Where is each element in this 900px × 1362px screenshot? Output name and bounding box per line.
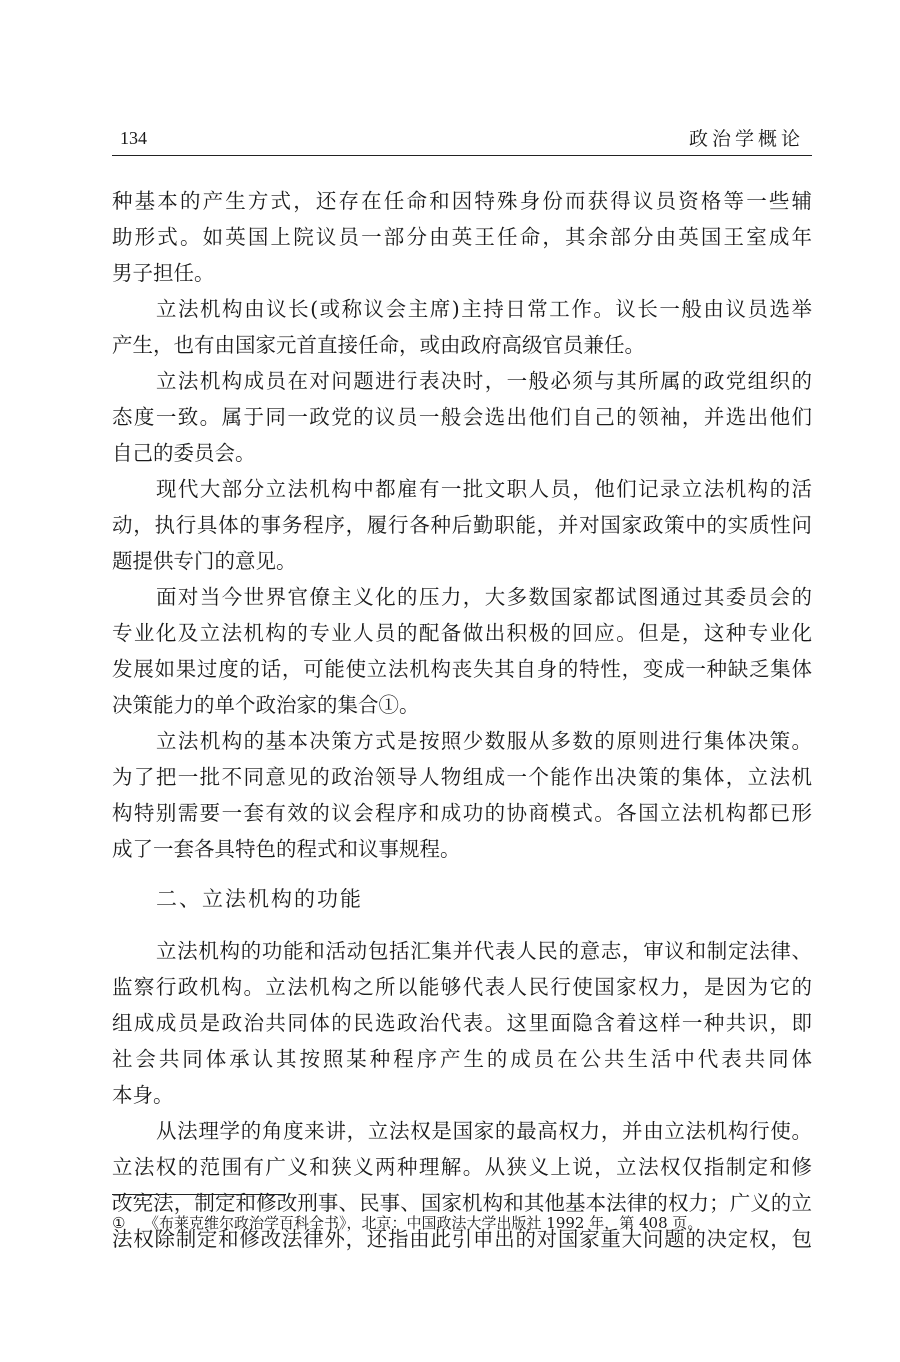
text-line: 现代大部分立法机构中都雇有一批文职人员，他们记录立法机构的活 — [156, 477, 812, 501]
footnote-text: 《布莱克维尔政治学百科全书》，北京：中国政法大学出版社 1992 年，第 408 页。 — [144, 1214, 703, 1232]
text-line: 立法机构的功能和活动包括汇集并代表人民的意志，审议和制定法律、 — [156, 939, 812, 963]
text-line: 立法机构由议长(或称议会主席)主持日常工作。议长一般由议员选举 — [156, 297, 812, 321]
running-title: 政治学概论 — [688, 128, 804, 150]
text-line: 监察行政机构。立法机构之所以能够代表人民行使国家权力，是因为它的 — [112, 975, 812, 999]
text-line: 组成成员是政治共同体的民选政治代表。这里面隐含着这样一种共识，即 — [112, 1011, 812, 1035]
text-line: 从法理学的角度来讲，立法权是国家的最高权力，并由立法机构行使。 — [156, 1119, 812, 1143]
footnote — [112, 1212, 812, 1234]
text-line: 态度一致。属于同一政党的议员一般会选出他们自己的领袖，并选出他们 — [112, 405, 812, 429]
spacer — [112, 867, 812, 881]
text-line: 产生，也有由国家元首直接任命，或由政府高级官员兼任。 — [112, 333, 645, 357]
text-line: 男子担任。 — [112, 261, 215, 285]
text-line: 种基本的产生方式，还存在任命和因特殊身份而获得议员资格等一些辅 — [112, 189, 812, 213]
section-heading: 二、立法机构的功能 — [156, 887, 363, 911]
text-line: 动，执行具体的事务程序，履行各种后勤职能，并对国家政策中的实质性问 — [112, 513, 812, 537]
text-line: 面对当今世界官僚主义化的压力，大多数国家都试图通过其委员会的 — [156, 585, 812, 609]
page-number: 134 — [120, 128, 147, 148]
text-line: 立法机构的基本决策方式是按照少数服从多数的原则进行集体决策。 — [156, 729, 812, 753]
text-line: 助形式。如英国上院议员一部分由英王任命，其余部分由英国王室成年 — [112, 225, 812, 249]
text-line: 专业化及立法机构的专业人员的配备做出积极的回应。但是，这种专业化 — [112, 621, 812, 645]
text-line: 构特别需要一套有效的议会程序和成功的协商模式。各国立法机构都已形 — [112, 801, 812, 825]
text-line: 成了一套各具特色的程式和议事规程。 — [112, 837, 461, 861]
footnote-rule — [112, 1194, 286, 1195]
header-rule — [112, 155, 812, 156]
footnote-marker: ① — [112, 1214, 126, 1232]
body-text — [112, 183, 812, 1257]
text-line: 社会共同体承认其按照某种程序产生的成员在公共生活中代表共同体 — [112, 1047, 812, 1071]
page-header — [112, 120, 812, 156]
text-line: 自己的委员会。 — [112, 441, 256, 465]
text-line: 发展如果过度的话，可能使立法机构丧失其自身的特性，变成一种缺乏集体 — [112, 657, 812, 681]
text-line: 决策能力的单个政治家的集合①。 — [112, 693, 420, 717]
text-line: 立法机构成员在对问题进行表决时，一般必须与其所属的政党组织的 — [156, 369, 812, 393]
text-line: 题提供专门的意见。 — [112, 549, 297, 573]
text-line: 立法权的范围有广义和狭义两种理解。从狭义上说，立法权仅指制定和修 — [112, 1155, 812, 1179]
text-line: 为了把一批不同意见的政治领导人物组成一个能作出决策的集体，立法机 — [112, 765, 812, 789]
text-line: 本身。 — [112, 1083, 174, 1107]
text-line: 法权除制定和修改法律外，还指由此引申出的对国家重大问题的决定权，包 — [112, 1227, 812, 1251]
text-line: 改宪法，制定和修改刑事、民事、国家机构和其他基本法律的权力；广义的立 — [112, 1191, 812, 1215]
spacer — [112, 917, 812, 933]
